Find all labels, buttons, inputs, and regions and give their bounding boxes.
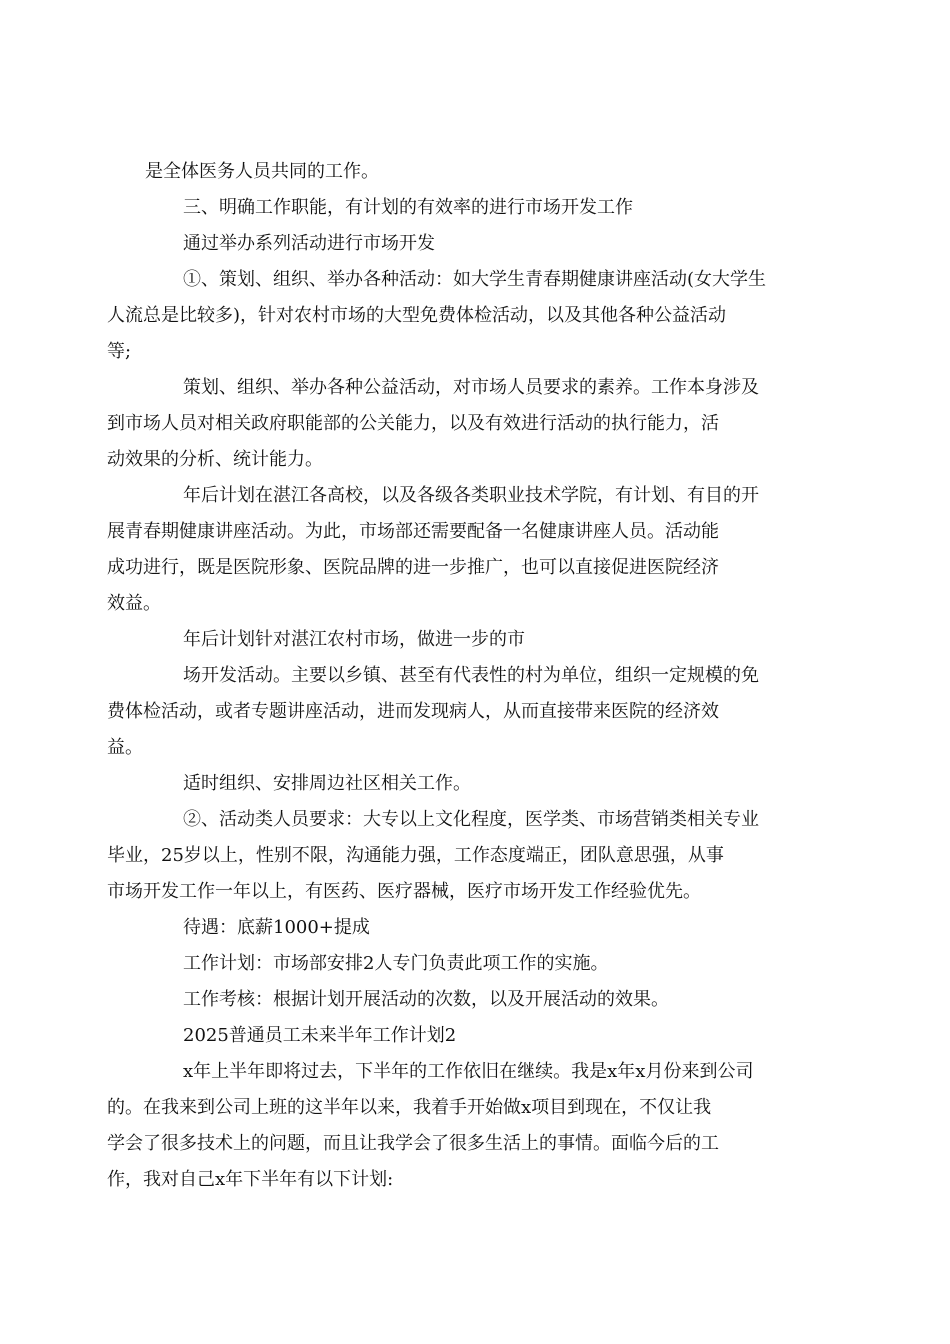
section-heading bbox=[145, 1018, 807, 1054]
text-line: 费体检活动，或者专题讲座活动，进而发现病人，从而直接带来医院的经济效 bbox=[107, 701, 719, 722]
text-line: ①、策划、组织、举办各种活动：如大学生青春期健康讲座活动(女大学生 bbox=[183, 269, 767, 290]
text-line: 展青春期健康讲座活动。为此，市场部还需要配备一名健康讲座人员。活动能 bbox=[107, 521, 719, 542]
text-line: 成功进行，既是医院形象、医院品牌的进一步推广，也可以直接促进医院经济 bbox=[107, 557, 719, 578]
paragraph bbox=[107, 262, 807, 370]
text-line: 作，我对自己x年下半年有以下计划: bbox=[107, 1169, 394, 1190]
text-line: 市场开发工作一年以上，有医药、医疗器械，医疗市场开发工作经验优先。 bbox=[107, 881, 701, 902]
paragraph bbox=[145, 622, 807, 658]
text-line: 到市场人员对相关政府职能部的公关能力，以及有效进行活动的执行能力，活 bbox=[107, 413, 719, 434]
text-line: 工作计划：市场部安排2人专门负责此项工作的实施。 bbox=[183, 953, 609, 974]
paragraph bbox=[145, 154, 807, 190]
text-line: 是全体医务人员共同的工作。 bbox=[145, 161, 379, 182]
paragraph bbox=[107, 1054, 807, 1198]
text-line: 年后计划在湛江各高校，以及各级各类职业技术学院，有计划、有目的开 bbox=[183, 485, 759, 506]
text-line: 2025普通员工未来半年工作计划2 bbox=[183, 1025, 457, 1046]
paragraph bbox=[107, 370, 807, 478]
text-line: 动效果的分析、统计能力。 bbox=[107, 449, 323, 470]
text-line: ②、活动类人员要求：大专以上文化程度，医学类、市场营销类相关专业 bbox=[183, 809, 759, 830]
text-line: 效益。 bbox=[107, 593, 161, 614]
text-line: x年上半年即将过去，下半年的工作依旧在继续。我是x年x月份来到公司 bbox=[183, 1061, 754, 1082]
text-line: 场开发活动。主要以乡镇、甚至有代表性的村为单位，组织一定规模的免 bbox=[183, 665, 759, 686]
document-body bbox=[107, 154, 807, 1198]
paragraph bbox=[145, 982, 807, 1018]
text-line: 通过举办系列活动进行市场开发 bbox=[183, 233, 435, 254]
paragraph bbox=[107, 658, 807, 766]
text-line: 工作考核：根据计划开展活动的次数，以及开展活动的效果。 bbox=[183, 989, 669, 1010]
paragraph bbox=[145, 226, 807, 262]
text-line: 人流总是比较多)，针对农村市场的大型免费体检活动，以及其他各种公益活动 bbox=[107, 305, 727, 326]
paragraph bbox=[107, 478, 807, 622]
text-line: 益。 bbox=[107, 737, 143, 758]
text-line: 等; bbox=[107, 341, 132, 362]
paragraph bbox=[145, 766, 807, 802]
text-line: 策划、组织、举办各种公益活动，对市场人员要求的素养。工作本身涉及 bbox=[183, 377, 759, 398]
text-line: 三、明确工作职能，有计划的有效率的进行市场开发工作 bbox=[183, 197, 633, 218]
section-heading bbox=[145, 190, 807, 226]
paragraph bbox=[145, 946, 807, 982]
paragraph bbox=[145, 910, 807, 946]
text-line: 适时组织、安排周边社区相关工作。 bbox=[183, 773, 471, 794]
text-line: 学会了很多技术上的问题，而且让我学会了很多生活上的事情。面临今后的工 bbox=[107, 1133, 719, 1154]
text-line: 待遇：底薪1000+提成 bbox=[183, 917, 370, 938]
text-line: 的。在我来到公司上班的这半年以来，我着手开始做x项目到现在，不仅让我 bbox=[107, 1097, 712, 1118]
text-line: 年后计划针对湛江农村市场，做进一步的市 bbox=[183, 629, 525, 650]
text-line: 毕业，25岁以上，性别不限，沟通能力强，工作态度端正，团队意思强，从事 bbox=[107, 845, 724, 866]
paragraph bbox=[107, 802, 807, 910]
